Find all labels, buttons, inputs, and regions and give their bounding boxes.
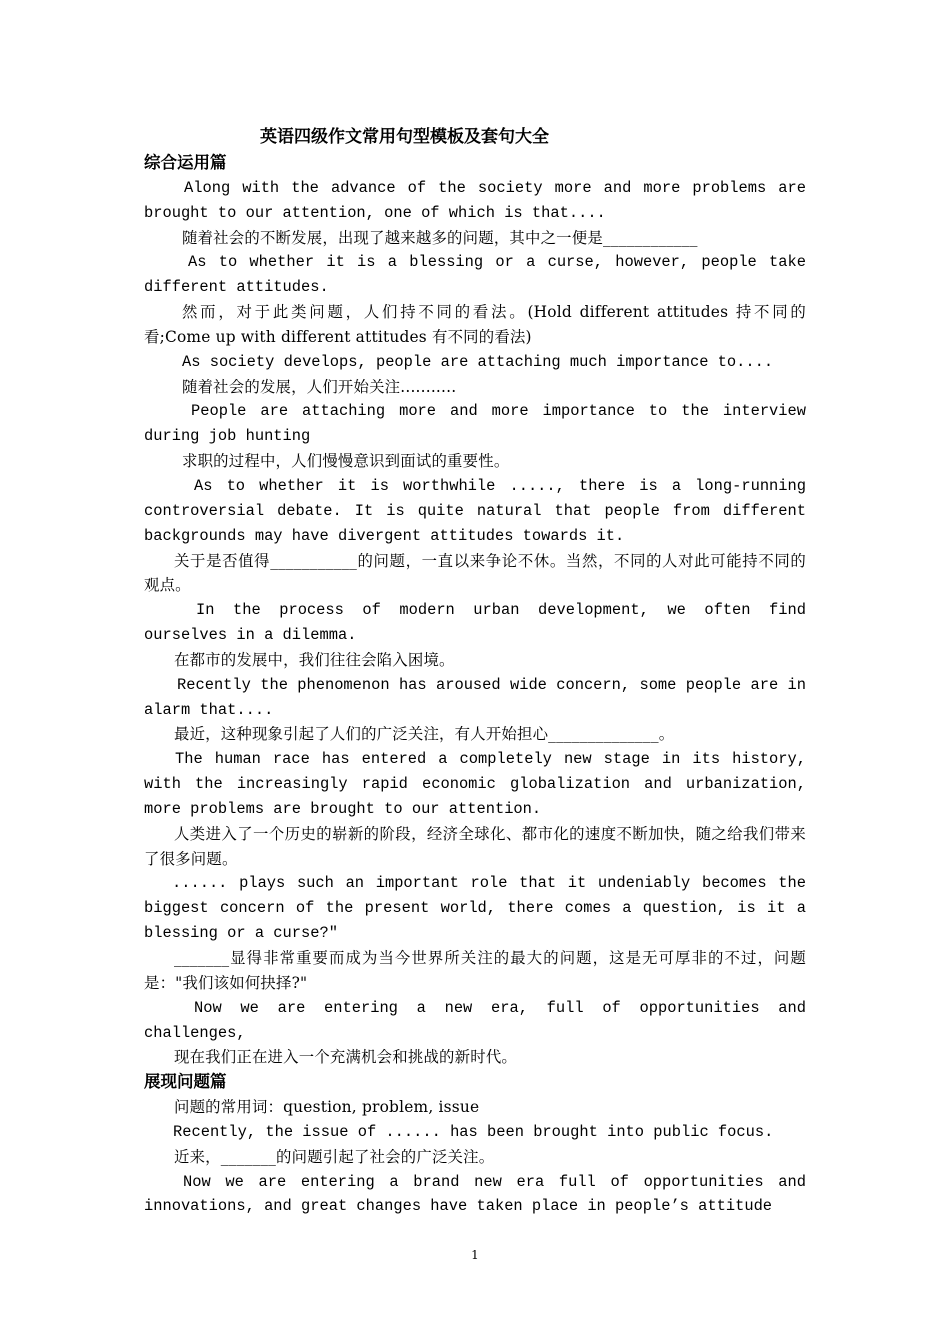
paragraph: Recently the phenomenon has aroused wide concern, some people are in alarm that.... (144, 675, 806, 719)
paragraph: 随着社会的发展，人们开始关注........... (182, 377, 457, 396)
paragraph: 最近，这种现象引起了人们的广泛关注，有人开始担心______________。 (174, 725, 675, 744)
page-number: 1 (471, 1248, 479, 1262)
paragraph: 问题的常用词：question, problem, issue (174, 1098, 480, 1117)
paragraph: Now we are entering a brand new era full of opportunities and innovations, and great changes have taken place in people’s attitude (144, 1172, 806, 1216)
paragraph: 在都市的发展中，我们往往会陷入困境。 (174, 650, 455, 669)
paragraph: 人类进入了一个历史的崭新的阶段，经济全球化、都市化的速度不断加快，随之给我们带来了很多问题。 (144, 824, 806, 868)
section-heading-comprehensive: 综合运用篇 (144, 153, 227, 172)
document-body (144, 151, 806, 1219)
paragraph: As to whether it is a blessing or a curse, however, people take different attitudes. (144, 253, 806, 297)
paragraph: As society develops, people are attaching much importance to.... (182, 352, 774, 371)
document-title: 英语四级作文常用句型模板及套句大全 (260, 127, 549, 147)
paragraph: 关于是否值得___________的问题，一直以来争论不休。当然，不同的人对此可能持不同的观点。 (144, 551, 806, 595)
paragraph: ...... plays such an important role that it undeniably becomes the biggest concern of the present world, there comes a question, is it a blessing or a curse?" (144, 874, 806, 943)
section-heading-problems: 展现问题篇 (144, 1072, 227, 1092)
paragraph: 然而，对于此类问题，人们持不同的看法。(Hold different attitudes 持不同的看;Come up with different attitudes 有不同的看法) (144, 303, 806, 346)
paragraph: 近来，_______的问题引起了社会的广泛关注。 (174, 1147, 495, 1166)
paragraph: _______显得非常重要而成为当今世界所关注的最大的问题，这是无可厚非的不过，问题是："我们该如何抉择?" (144, 949, 806, 992)
paragraph: 随着社会的不断发展，出现了越来越多的问题，其中之一便是____________ (182, 228, 698, 247)
paragraph: Now we are entering a new era, full of opportunities and challenges, (144, 998, 806, 1042)
paragraph: As to whether it is worthwhile ....., there is a long-running controversial debate. It is quite natural that people from different backgrounds may have divergent attitudes towards it. (144, 476, 806, 545)
paragraph: People are attaching more and more importance to the interview during job hunting (144, 402, 806, 446)
paragraph: 现在我们正在进入一个充满机会和挑战的新时代。 (174, 1048, 517, 1067)
paragraph: 求职的过程中，人们慢慢意识到面试的重要性。 (182, 452, 510, 471)
paragraph: In the process of modern urban development, we often find ourselves in a dilemma. (144, 601, 806, 645)
paragraph: The human race has entered a completely new stage in its history, with the increasingly rapid economic globalization and urbanization, more problems are brought to our attention. (144, 750, 806, 818)
paragraph: Recently, the issue of ...... has been brought into public focus. (173, 1122, 774, 1141)
paragraph: Along with the advance of the society more and more problems are brought to our attention, one of which is that.... (144, 178, 806, 222)
